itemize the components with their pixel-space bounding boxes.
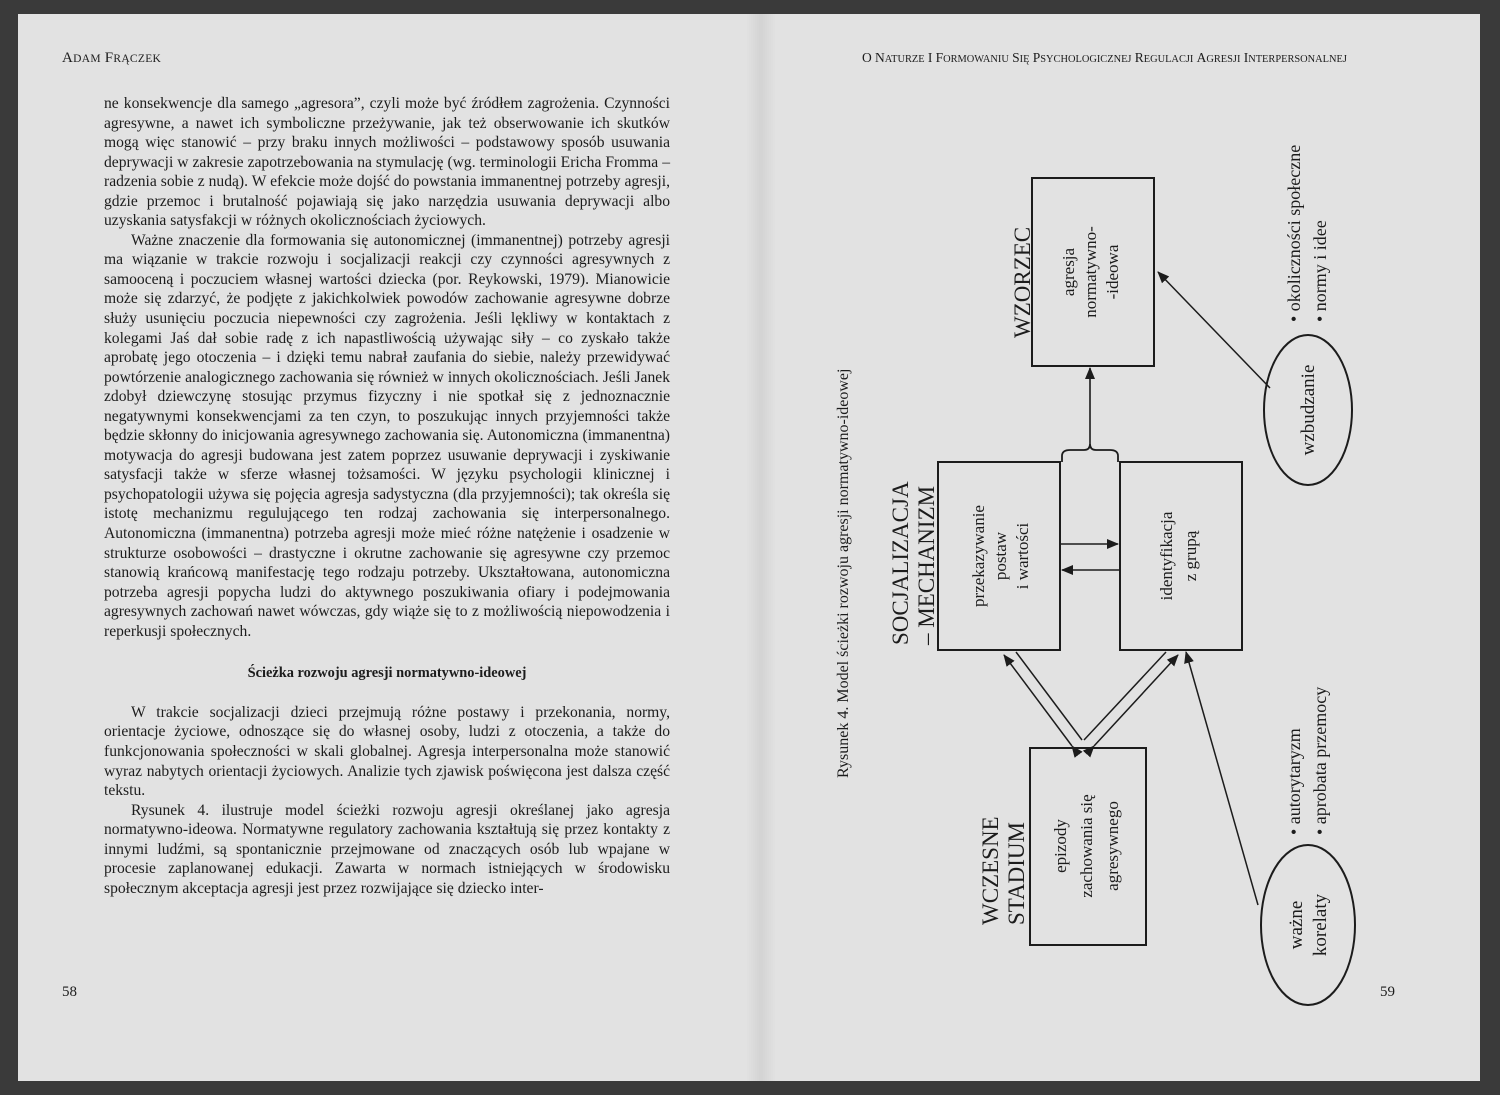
svg-text:epizody: epizody — [1051, 819, 1070, 873]
stage-pattern-title: WZORZEC — [1010, 226, 1035, 338]
stage-socialization-box-a-text — [969, 505, 1032, 607]
stage-early-box-text — [1051, 794, 1122, 897]
arrow-arousal-to-pattern — [1158, 272, 1270, 388]
paragraph-2: Ważne znaczenie dla formowania się autonomicznej (immanentnej) potrzeby agresji ma wiązanie w trakcie rozwoju i socjalizacji reakcji czy czynności agresywnych z samooceną i poczuciem własnej wartości dziecka (por. Reykowski, 1979). Mianowicie może się zdarzyć, że podjęte z jakichkolwiek powodów zachowanie agresywne dobrze służy usunięciu poczucia niepewności czy zagrożenia. Jeśli lękliwy w kontaktach z kolegami Jaś dał sobie radę z ich napastliwością używając siły – co zyskało także aprobatę jego otoczenia – i dzięki temu nabrał zaufania do siebie, należy przewidywać powtórzenie analogicznego zachowania się również w innych okolicznościach. Jeśli Janek zdobył dziewczynę stosując przymus fizyczny i nie spotkał się z jednoznacznie negatywnymi konsekwencjami za ten czyn, to poszukując innych przyjemności także będzie skłonny do inicjowania agresywnego zachowania się. Autonomiczna (immanentna) motywacja do agresji budowana jest zatem poprzez usuwanie deprywacji i zyskiwanie satysfacji także w sferze własnej tożsamości. W języku psychologii klinicznej i psychopatologii używa się pojęcia agresja sadystyczna (dla przyjemności); tak określa się istotę mechanizmu regulującego ten rodzaj zachowania się interpersonalnego. Autonomiczna (immanentna) potrzeba agresji może mieć różne natężenie i osadzenie w strukturze osobowości – drastyczne i okrutne zachowanie się agresywne czy przemoc stanowią krańcową manifestację tego rodzaju potrzeby. Ukształtowana, autonomiczna potrzeba agresji popycha ludzi do aktywnego poszukiwania ofiary i podejmowania agresywnych zachowań nawet wówczas, gdy wiąże się to z możliwością niepowodzenia i reperkusji społecznych. — [104, 231, 670, 640]
svg-text:identyfikacja: identyfikacja — [1157, 511, 1176, 601]
svg-text:agresja: agresja — [1059, 247, 1078, 297]
svg-text:ważne: ważne — [1286, 900, 1307, 950]
svg-text:SOCJALIZACJA: SOCJALIZACJA — [888, 481, 913, 645]
figure-caption: Rysunek 4. Model ścieżki rozwoju agresji normatywno-ideowej — [835, 368, 852, 778]
double-arrow-early-to-b — [1084, 652, 1178, 746]
svg-text:STADIUM: STADIUM — [1004, 822, 1029, 925]
paragraph-3: W trakcie socjalizacji dzieci przejmują różne postawy i przekonania, normy, orientacje życiowe, odnoszące się do własnej osoby, ludzi z otoczenia, a także do funkcjonowania społeczności w skali globalnej. Agresja interpersonalna może stanowić wyraz nabytych orientacji życiowych. Analizie tych zjawisk poświęcona jest dalsza część tekstu. — [104, 703, 670, 800]
svg-text:WCZESNE: WCZESNE — [978, 816, 1003, 925]
svg-text:postaw: postaw — [991, 531, 1010, 581]
bullets-arousal — [1284, 145, 1330, 322]
page-number-right: 59 — [1380, 984, 1395, 1000]
page-number-left: 58 — [62, 984, 77, 1000]
svg-text:normatywno-: normatywno- — [1081, 226, 1100, 318]
svg-text:– MECHANIZM: – MECHANIZM — [914, 485, 939, 645]
running-head-right-text: O NATURZE I FORMOWANIU SIĘ PSYCHOLOGICZNEJ REGULACJI AGRESJI INTERPERSONALNEJ — [862, 50, 1347, 65]
svg-text:• normy i idee: • normy i idee — [1310, 220, 1330, 322]
svg-text:• autorytaryzm: • autorytaryzm — [1284, 728, 1304, 835]
ellipse-arousal-text: wzbudzanie — [1298, 364, 1319, 456]
svg-text:przekazywanie: przekazywanie — [969, 505, 988, 607]
paragraph-1: ne konsekwencje dla samego „agresora”, czyli może być źródłem zagrożenia. Czynności agresywne, a nawet ich symboliczne przeżywanie, jak też obserwowanie ich skutków mogą więc stanowić – przy braku innych możliwości – podstawowy sposób usuwania deprywacji w zakresie zapotrzebowania na stymulację (wg. terminologii Ericha Fromma – radzenia sobie z nudą). W efekcie może dojść do powstania immanentnej potrzeby agresji, gdzie przemoc i brutalność pojawiają się jako narzędzia usuwania deprywacji albo uzyskania satysfakcji w różnych okolicznościach życiowych. — [104, 95, 670, 230]
svg-text:agresywnego: agresywnego — [1103, 801, 1122, 891]
stage-socialization-title — [888, 481, 939, 646]
stage-pattern-box-text — [1059, 226, 1122, 318]
svg-text:i wartości: i wartości — [1013, 522, 1032, 590]
brace-connector — [1062, 444, 1118, 462]
svg-text:-ideowa: -ideowa — [1103, 244, 1122, 300]
bullets-correlates — [1284, 687, 1330, 835]
ellipse-important-correlates — [1261, 845, 1355, 1005]
svg-text:• aprobata przemocy: • aprobata przemocy — [1310, 686, 1330, 835]
section-heading: Ścieżka rozwoju agresji normatywno-ideowej — [247, 665, 527, 682]
stage-early-title — [978, 816, 1029, 925]
paragraph-4: Rysunek 4. ilustruje model ścieżki rozwoju agresji określanej jako agresja normatywno-ideowa. Normatywne regulatory zachowania kształtują się przez kontakty z innymi ludźmi, są spontanicznie przejmowane od znaczących osób lub wpajane w procesie zaplanowanej edukacji. Zawarta w normach istniejących w środowisku społecznym akceptacja agresji jest przez rozwijające się dziecko inter- — [104, 801, 670, 897]
arrow-correlates-to-b — [1186, 652, 1258, 905]
running-head-left-text: ADAM FRĄCZEK — [62, 50, 162, 66]
svg-text:zachowania się: zachowania się — [1077, 794, 1096, 898]
svg-text:korelaty: korelaty — [1310, 893, 1331, 957]
svg-text:• okoliczności społeczne: • okoliczności społeczne — [1284, 144, 1304, 322]
stage-socialization-box-b-text — [1157, 511, 1200, 600]
double-arrow-early-to-a — [1004, 652, 1082, 746]
ellipse-important-correlates-text — [1286, 893, 1331, 956]
svg-text:z grupą: z grupą — [1181, 530, 1200, 582]
